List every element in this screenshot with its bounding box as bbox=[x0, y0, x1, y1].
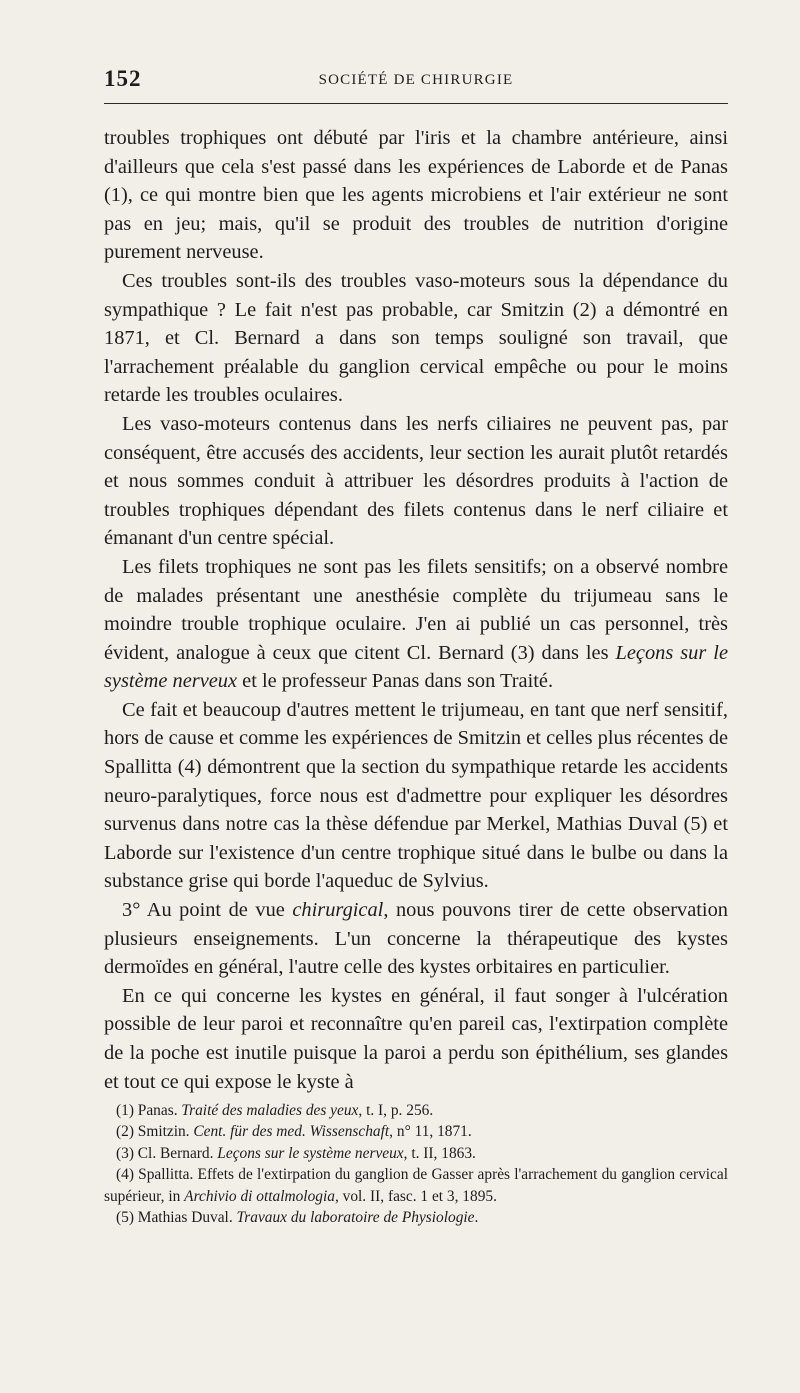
footnote: (1) Panas. Traité des maladies des yeux, t. I, p. 256. bbox=[116, 1102, 434, 1119]
footnote: (3) Cl. Bernard. Leçons sur le système nerveux, t. II, 1863. bbox=[116, 1144, 476, 1162]
page-header bbox=[104, 66, 728, 96]
footnotes bbox=[104, 1100, 728, 1228]
paragraph: En ce qui concerne les kystes en général, il faut songer à l'ulcération possible de leur paroi et reconnaître qu'en pareil cas, l'extirpation complète de la poche est inutile puisque la paroi a perdu son épithélium, ses glandes et tout ce qui expose le kyste à bbox=[104, 984, 728, 1093]
paragraph: Les vaso-moteurs contenus dans les nerfs ciliaires ne peuvent pas, par conséquent, être accusés des accidents, leur section les aurait plutôt retardés et nous sommes conduit à attribuer les désordres produits à l'action de troubles trophiques dépendant des filets contenus dans le nerf ciliaire et émanant d'un centre spécial. bbox=[104, 412, 728, 550]
footnote: (4) Spallitta. Effets de l'extirpation du ganglion de Gasser après l'arrachement du ganglion cervical supérieur, in Archivio di ottalmologia, vol. II, fasc. 1 et 3, 1895. bbox=[104, 1166, 728, 1205]
paragraph: troubles trophiques ont débuté par l'iris et la chambre antérieure, ainsi d'ailleurs que cela s'est passé dans les expériences de Laborde et de Panas (1), ce qui montre bien que les agents microbiens et l'air extérieur ne sont pas en jeu; mais, qu'il se produit des troubles de nutrition d'origine purement nerveuse. bbox=[104, 127, 728, 264]
footnote: (2) Smitzin. Cent. für des med. Wissenschaft, n° 11, 1871. bbox=[116, 1123, 472, 1141]
paragraph: Ce fait et beaucoup d'autres mettent le trijumeau, en tant que nerf sensitif, hors de cause et comme les expériences de Smitzin et celles plus récentes de Spallitta (4) démontrent que la section du sympathique retarde les accidents neuro-paralytiques, force nous est d'admettre pour expliquer les désordres survenus dans notre cas la thèse défendue par Merkel, Mathias Duval (5) et Laborde sur l'existence d'un centre trophique situé dans le bulbe ou dans la substance grise qui borde l'aqueduc de Sylvius. bbox=[104, 698, 728, 893]
book-title: Leçons sur le système nerveux bbox=[104, 641, 728, 693]
page-number: 152 bbox=[104, 66, 142, 91]
paragraph: Ces troubles sont-ils des troubles vaso-moteurs sous la dépendance du sympathique ? Le fait n'est pas probable, car Smitzin (2) a démontré en 1871, et Cl. Bernard a dans son temps souligné son travail, que l'arrachement préalable du ganglion cervical empêche ou pour le moins retarde les troubles oculaires. bbox=[104, 269, 728, 407]
running-title: SOCIÉTÉ DE CHIRURGIE bbox=[318, 72, 514, 88]
body-text bbox=[104, 124, 728, 1096]
footnote: (5) Mathias Duval. Travaux du laboratoire de Physiologie. bbox=[116, 1209, 479, 1227]
emphasis: chirurgical bbox=[292, 899, 384, 922]
paragraph: 3° Au point de vue chirurgical, nous pouvons tirer de cette observation plusieurs enseignements. L'un concerne la thérapeutique des kystes dermoïdes en général, l'autre celle des kystes orbitaires en particulier. bbox=[104, 899, 728, 979]
paragraph: Les filets trophiques ne sont pas les filets sensitifs; on a observé nombre de malades présentant une anesthésie complète du trijumeau sans le moindre trouble trophique oculaire. J'en ai publié un cas personnel, très évident, analogue à ceux que citent Cl. Bernard (3) dans les Leçons sur le système nerveux et le professeur Panas dans son Traité. bbox=[104, 555, 728, 693]
header-rule bbox=[104, 103, 728, 104]
